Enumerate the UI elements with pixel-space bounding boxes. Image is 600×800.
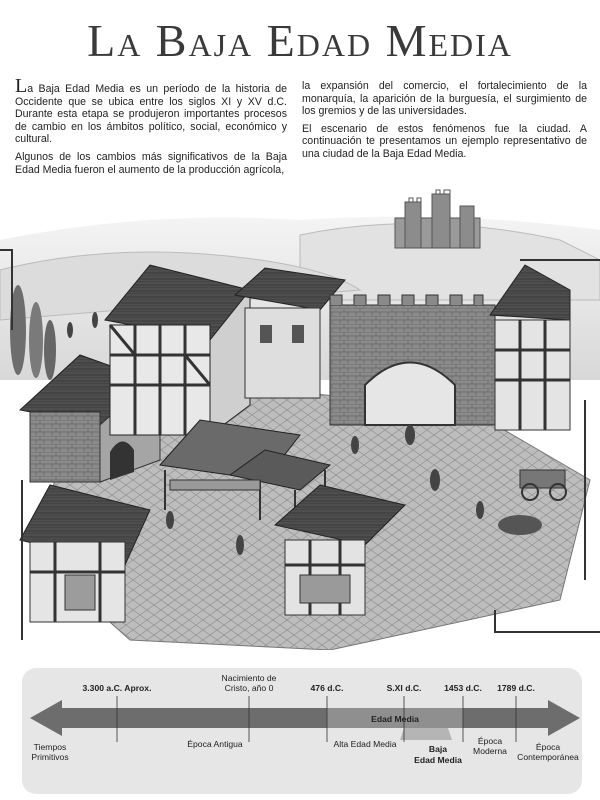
intro-paragraph-3: la expansión del comercio, el fortalecimiento de la monarquía, la aparición de la burguesía, el surgimiento de los gremios y de las universidades. <box>302 80 587 118</box>
period-prehistory-line2: Primitivos <box>31 752 69 762</box>
period-baja-line1: Baja <box>428 744 448 754</box>
medieval-city-illustration <box>0 180 600 650</box>
period-alta-edad-media: Alta Edad Media <box>333 739 397 749</box>
date-1453: 1453 d.C. <box>444 683 482 693</box>
date-xi-century: S.XI d.C. <box>386 683 422 693</box>
intro-paragraph-1 <box>15 75 287 146</box>
period-contemporanea-line1: Época <box>535 742 561 752</box>
hilltop-castle <box>395 190 480 248</box>
date-3300-bc: 3.300 a.C. Aprox. <box>82 683 152 693</box>
date-1789: 1789 d.C. <box>497 683 535 693</box>
baja-edad-media-marker <box>400 728 452 740</box>
city-gate <box>330 295 495 425</box>
date-476: 476 d.C. <box>310 683 344 693</box>
date-birth-of-christ-line1: Nacimiento de <box>221 673 277 683</box>
edad-media-label: Edad Media <box>371 714 419 724</box>
period-prehistory-line1: Tiempos <box>33 742 67 752</box>
page-title: La Baja Edad Media <box>87 15 513 66</box>
period-baja-line2: Edad Media <box>414 755 462 765</box>
period-moderna-line1: Época <box>477 736 503 746</box>
timeline <box>0 650 600 800</box>
period-moderna-line2: Moderna <box>473 746 507 756</box>
intro-left-column <box>15 75 287 181</box>
intro-right-column <box>302 80 587 166</box>
date-birth-of-christ-line2: Cristo, año 0 <box>224 683 274 693</box>
intro-paragraph-2: Algunos de los cambios más significativos de la Baja Edad Media fueron el aumento de la producción agrícola, <box>15 150 287 176</box>
intro-paragraph-4: El escenario de estos fenómenos fue la ciudad. A continuación te presentamos un ejemplo representativo de una ciudad de la Baja Edad Media. <box>302 122 587 160</box>
intro-paragraph-1-text: a Baja Edad Media es un período de la historia de Occidente que se ubica entre los siglos XI y XV d.C. Durante esta etapa se produjeron importantes procesos de cambio en los ámbitos político, social, económico y cultural. <box>15 83 287 146</box>
period-contemporanea-line2: Contemporánea <box>517 752 579 762</box>
period-antigua: Época Antigua <box>187 739 243 749</box>
drop-cap: L <box>15 75 28 97</box>
